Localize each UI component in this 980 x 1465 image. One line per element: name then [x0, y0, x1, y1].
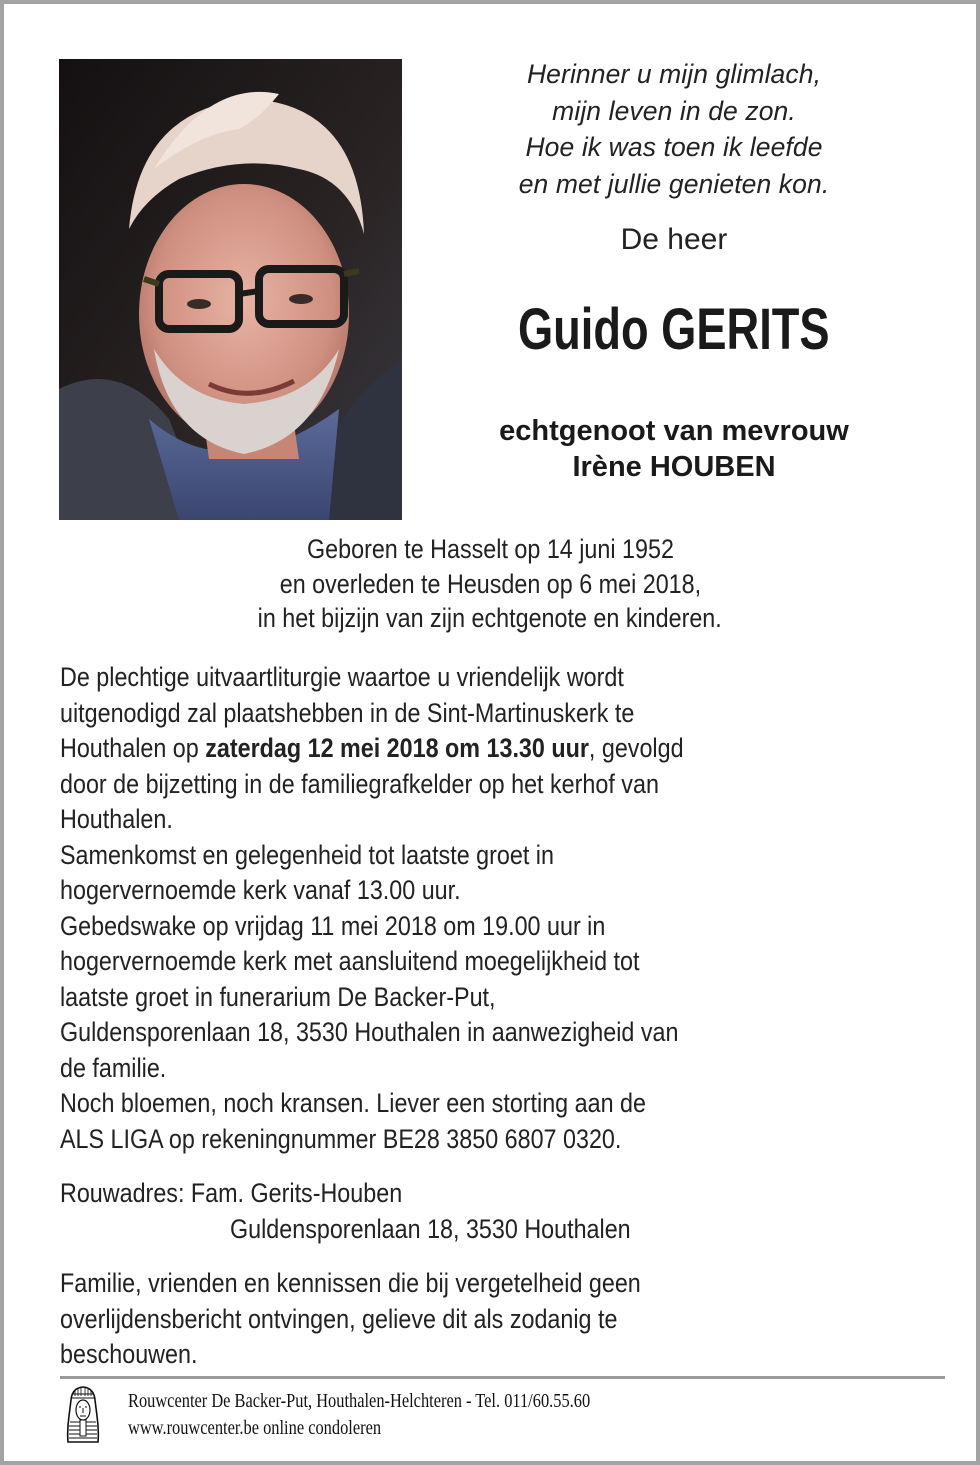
deceased-name-text: Guido GERITS: [518, 297, 830, 362]
funeral-text: , gevolgd: [588, 733, 684, 763]
visitation-text: Samenkomst en gelegenheid tot laatste groet in: [60, 839, 554, 870]
notice-text: Familie, vrienden en kennissen die bij vergetelheid geen: [60, 1268, 641, 1298]
funeral-home-website[interactable]: www.rouwcenter.be online condoleren: [128, 1417, 382, 1439]
poem-line: en met jullie genieten kon.: [518, 168, 830, 199]
spouse-relation: echtgenoot van mevrouw: [499, 415, 849, 447]
spouse-name: Irène HOUBEN: [572, 451, 776, 483]
vigil-text: laatste groet in funerarium De Backer-Put,: [60, 981, 496, 1012]
presence-line: in het bijzijn van zijn echtgenote en kinderen.: [257, 603, 723, 633]
obituary-card: [4, 4, 976, 1461]
poem-line: mijn leven in de zon.: [552, 95, 796, 126]
donation-text: Noch bloemen, noch kransen. Liever een storting aan de: [60, 1088, 646, 1118]
funeral-date-line: [60, 731, 684, 767]
notice-text: beschouwen.: [60, 1339, 198, 1369]
pharaoh-head-icon: [64, 1384, 126, 1446]
funeral-text: Houthalen op: [60, 733, 206, 763]
spouse-info: [424, 413, 924, 485]
funeral-text: door de bijzetting in de familiegrafkelder op het kerhof van: [60, 768, 659, 799]
honorific: De heer: [620, 223, 728, 256]
vigil-text: Guldensporenlaan 18, 3530 Houthalen in aanwezigheid van: [60, 1017, 679, 1047]
portrait-illustration: [59, 59, 402, 520]
visitation-text: hogervernoemde kerk vanaf 13.00 uur.: [60, 875, 461, 905]
vigil-text: de familie.: [60, 1052, 167, 1083]
funeral-text: Houthalen.: [60, 804, 173, 834]
footer-divider: [60, 1376, 945, 1379]
funeral-home-contact: Rouwcenter De Backer-Put, Houthalen-Helchteren - Tel. 011/60.55.60: [128, 1390, 591, 1412]
funeral-text: De plechtige uitvaartliturgie waartoe u vriendelijk wordt: [60, 662, 624, 692]
birth-death-info: [4, 532, 976, 636]
funeral-text: uitgenodigd zal plaatshebben in de Sint-Martinuskerk te: [60, 697, 635, 728]
funeral-home-info: [128, 1388, 692, 1442]
death-line: en overleden te Heusden op 6 mei 2018,: [279, 568, 701, 599]
funeral-date: zaterdag 12 mei 2018 om 13.30 uur: [205, 733, 589, 763]
donation-text: ALS LIGA op rekeningnummer BE28 3850 6807 0320.: [60, 1123, 622, 1154]
funeral-home-footer: [64, 1384, 944, 1450]
poem-line: Herinner u mijn glimlach,: [526, 59, 822, 89]
deceased-name: [424, 296, 924, 363]
poem-line: Hoe ik was toen ik leefde: [525, 132, 823, 162]
mourning-address-label: Rouwadres: Fam. Gerits-Houben: [60, 1178, 403, 1208]
vigil-text: Gebedswake op vrijdag 11 mei 2018 om 19.00 uur in: [60, 910, 606, 941]
notice-text: overlijdensbericht ontvingen, gelieve dit als zodanig te: [60, 1303, 618, 1334]
vigil-text: hogervernoemde kerk met aansluitend moegelijkheid tot: [60, 946, 640, 976]
mourning-address: Guldensporenlaan 18, 3530 Houthalen: [230, 1213, 631, 1244]
portrait-photo: [59, 59, 402, 520]
funeral-details: [60, 660, 960, 1373]
birth-line: Geboren te Hasselt op 14 juni 1952: [306, 534, 674, 564]
poem: [424, 56, 924, 202]
